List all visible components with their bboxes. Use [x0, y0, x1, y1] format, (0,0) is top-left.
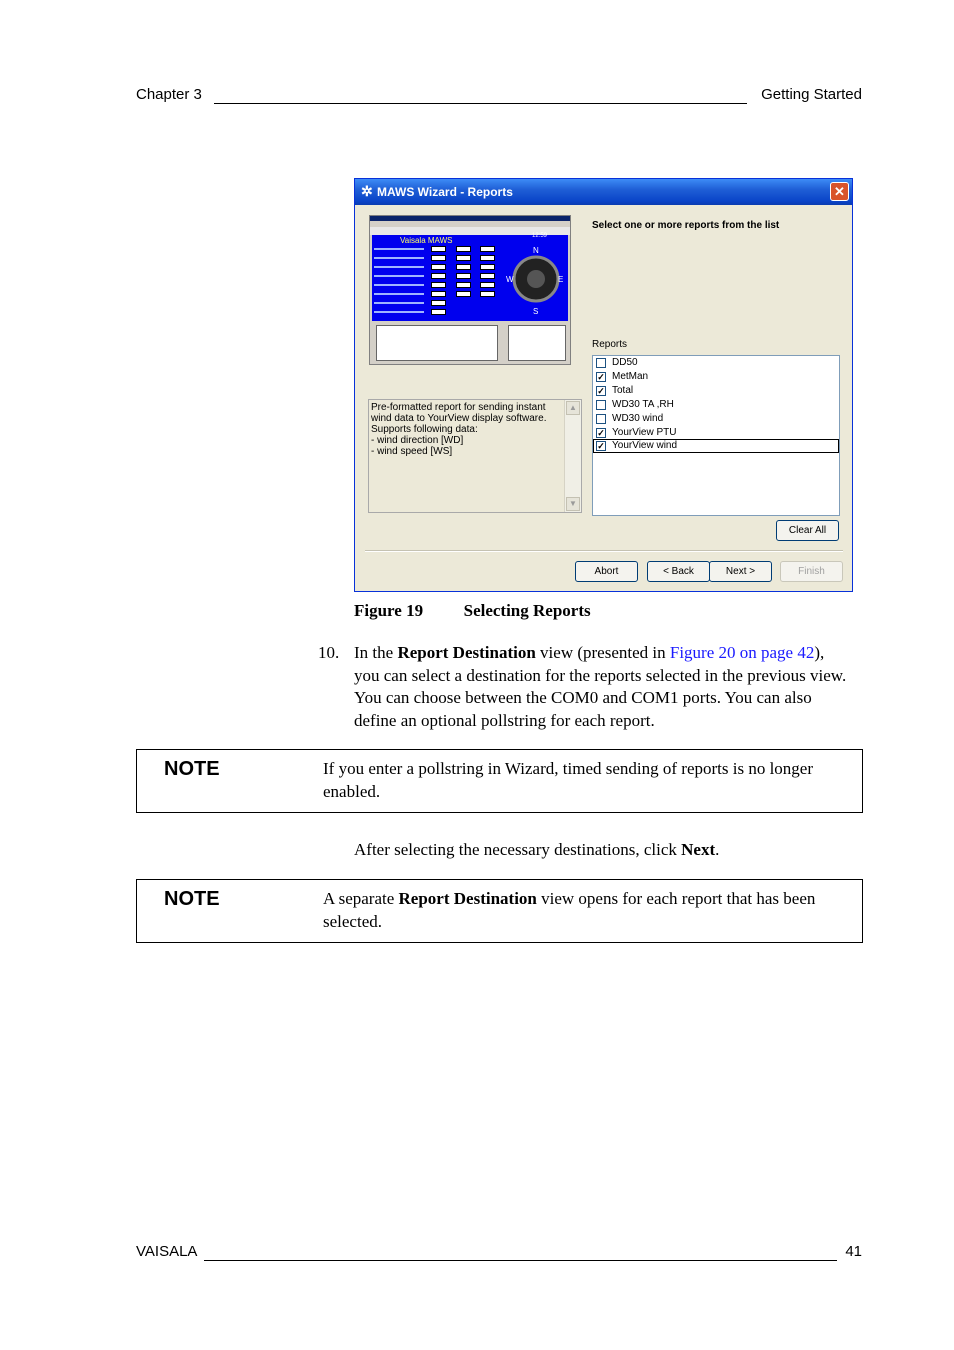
report-description: [368, 399, 582, 513]
description-scrollbar[interactable]: [564, 400, 581, 512]
step-number: 10.: [318, 643, 340, 662]
report-label: DD50: [612, 357, 638, 368]
thumb-clock: 12:59: [532, 233, 548, 239]
checkbox[interactable]: ✓: [597, 372, 605, 382]
compass-e: E: [558, 275, 564, 284]
figure-caption: [354, 601, 591, 621]
checkbox[interactable]: ✓: [597, 386, 605, 396]
wizard-icon: ✲: [361, 183, 373, 199]
compass-w: W: [506, 275, 514, 284]
wind-compass-icon: [506, 243, 564, 319]
note-heading: NOTE: [164, 758, 220, 780]
checkbox[interactable]: [596, 358, 606, 368]
figure-number: Figure 19: [354, 601, 424, 620]
thumb-display: [372, 235, 568, 321]
report-label: YourView PTU: [612, 427, 677, 438]
checkbox[interactable]: [596, 414, 606, 424]
next-button[interactable]: Next >: [709, 561, 772, 582]
checkbox[interactable]: ✓: [597, 428, 605, 438]
thumb-app-title: Vaisala MAWS: [400, 236, 453, 245]
dialog-title: MAWS Wizard - Reports: [377, 185, 513, 199]
next-term: Next: [681, 840, 716, 859]
thumb-graphs: [372, 321, 568, 363]
note-box: [136, 879, 863, 943]
report-preview-thumbnail: [369, 215, 571, 365]
reports-label: Reports: [592, 339, 628, 350]
chapter-label: Chapter 3: [136, 86, 202, 103]
scroll-down-icon[interactable]: ▼: [566, 497, 580, 511]
report-label: MetMan: [612, 371, 649, 382]
compass-s: S: [533, 307, 539, 316]
note-text: A separate Report Destination view opens for each report that has been selected.: [323, 889, 816, 931]
button-separator: [365, 550, 843, 552]
list-item[interactable]: [593, 370, 839, 384]
list-item[interactable]: [593, 412, 839, 426]
list-item[interactable]: [593, 356, 839, 370]
report-destination-term: Report Destination: [397, 643, 536, 662]
step-10-text: In the Report Destination view (presented in Figure 20 on page 42), you can select a destination for the reports selected in the previous view. You can choose between the COM0 and COM1 ports. You can also define an optional pollstring for each report.: [354, 643, 847, 730]
maws-wizard-dialog: [354, 178, 853, 592]
instruction-text: Select one or more reports from the list: [592, 220, 780, 231]
section-label: Getting Started: [761, 86, 862, 103]
list-item[interactable]: [593, 398, 839, 412]
note-text: If you enter a pollstring in Wizard, timed sending of reports is no longer enabled.: [323, 759, 814, 801]
scroll-up-icon[interactable]: ▲: [566, 401, 580, 415]
list-item[interactable]: [593, 426, 839, 440]
report-label: WD30 TA ,RH: [612, 399, 674, 410]
close-icon: ✕: [834, 184, 845, 199]
page-number: 41: [845, 1243, 862, 1260]
abort-button[interactable]: Abort: [575, 561, 638, 582]
report-label: YourView wind: [612, 440, 678, 451]
list-item-selected[interactable]: [593, 439, 839, 453]
back-button[interactable]: < Back: [647, 561, 710, 582]
title-bar: [355, 179, 852, 205]
finish-button[interactable]: Finish: [780, 561, 843, 582]
figure-20-link[interactable]: Figure 20 on page 42: [669, 643, 815, 662]
compass-n: N: [533, 246, 539, 255]
report-label: WD30 wind: [612, 413, 664, 424]
footer-rule: [204, 1260, 837, 1261]
report-destination-term: Report Destination: [398, 889, 537, 908]
footer-company: VAISALA: [136, 1243, 198, 1260]
figure-title: Selecting Reports: [463, 601, 591, 620]
reports-list[interactable]: [592, 355, 840, 516]
clear-all-button[interactable]: Clear All: [776, 520, 839, 541]
close-button[interactable]: [830, 182, 849, 201]
after-text: After selecting the necessary destinations, click Next.: [354, 840, 720, 859]
checkbox[interactable]: [596, 400, 606, 410]
report-label: Total: [612, 385, 634, 396]
note-heading: NOTE: [164, 888, 220, 910]
report-description-text: Pre-formatted report for sending instant wind data to YourView display software. Supports following data: - wind direction [WD] - wind speed [WS]: [371, 402, 547, 457]
list-item[interactable]: [593, 384, 839, 398]
checkbox[interactable]: ✓: [597, 441, 605, 451]
note-box: [136, 749, 863, 813]
header-rule: [214, 103, 747, 104]
